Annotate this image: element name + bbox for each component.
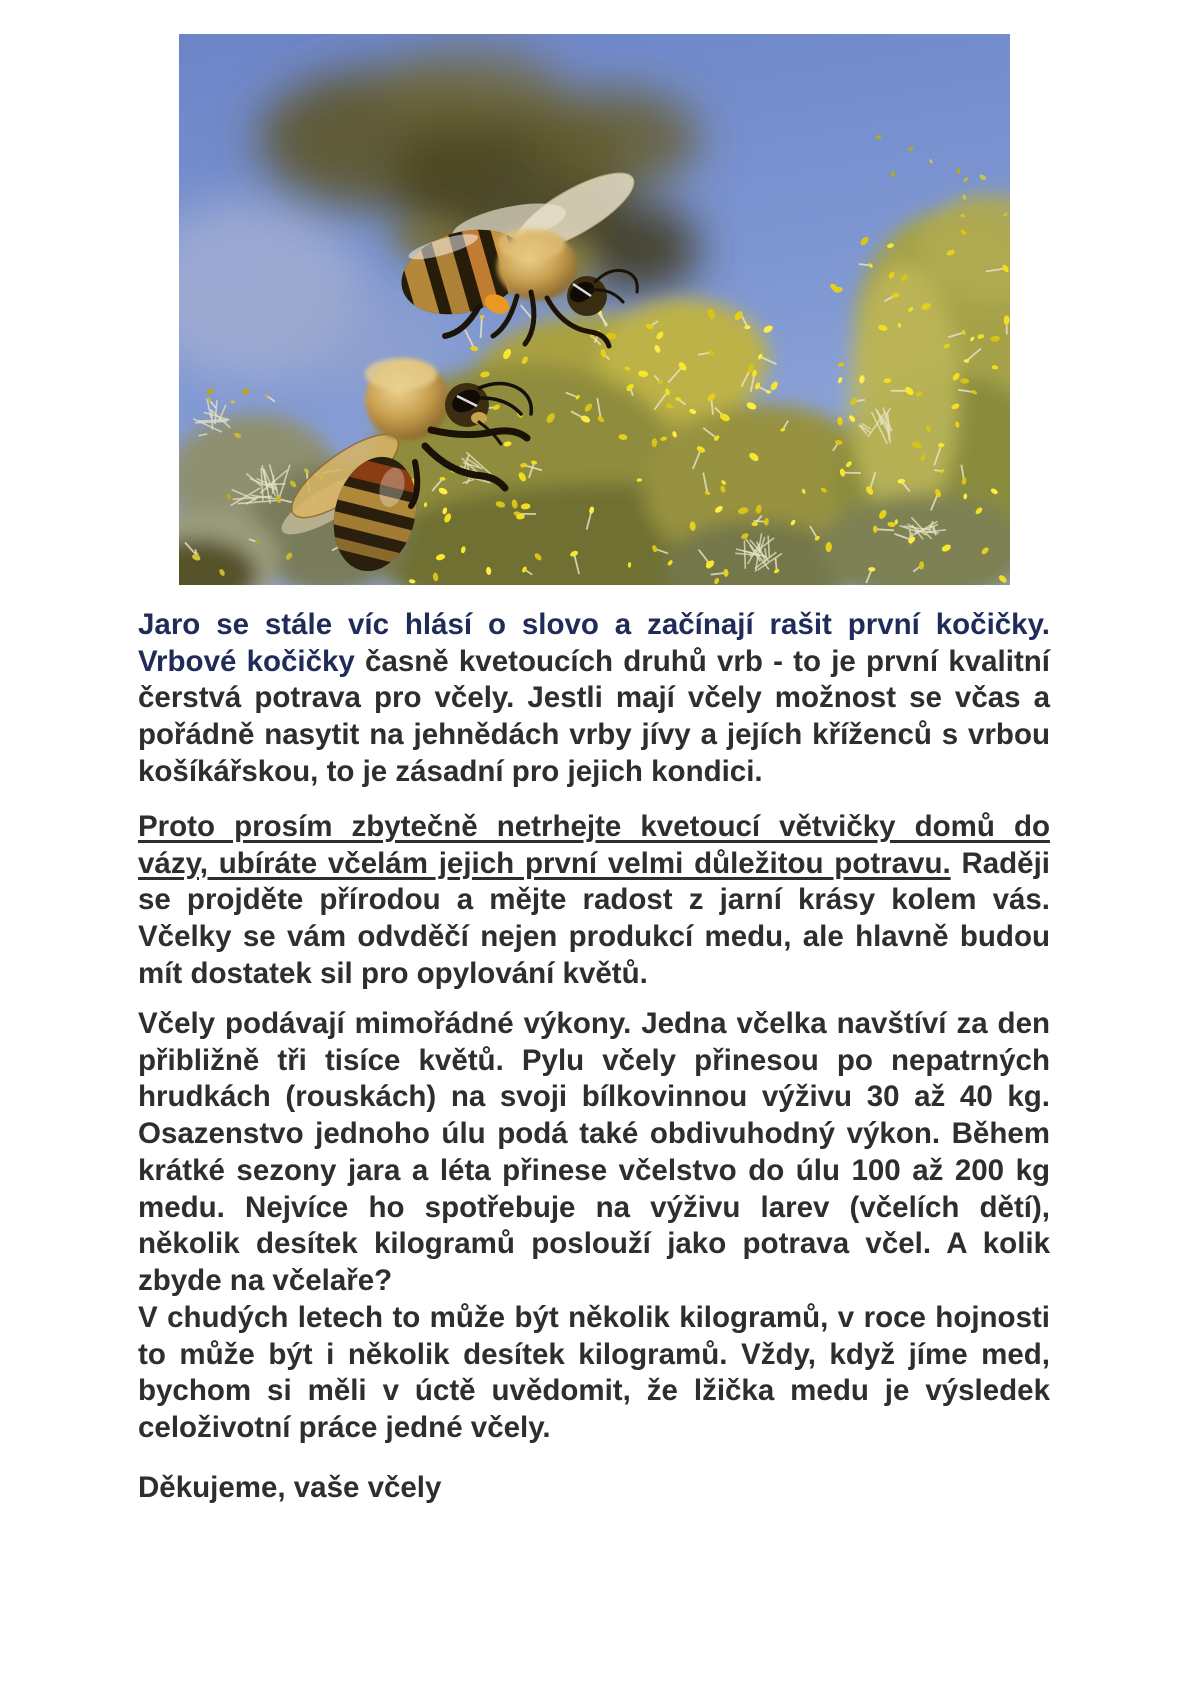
text-line (138, 1116, 1050, 1153)
text-line (138, 1337, 1050, 1374)
text-line (138, 1226, 1050, 1263)
text-segment: to může být i několik desítek kilogramů. Vždy, když jíme med, (138, 1337, 1050, 1371)
text-segment: krátké sezony jara a léta přinese včelstvo do úlu 100 až 200 kg (138, 1153, 1050, 1187)
text-line (138, 1006, 1050, 1043)
text-line (138, 754, 1050, 791)
text-line (138, 882, 1050, 919)
text-line (138, 1190, 1050, 1227)
paragraph-performance (138, 1006, 1050, 1300)
text-line (138, 1079, 1050, 1116)
text-line (138, 680, 1050, 717)
text-segment: Vrbové kočičky (138, 644, 366, 678)
text-segment: se projděte přírodou a mějte radost z jarní krásy kolem vás. (138, 883, 1050, 917)
text-line (138, 644, 1050, 681)
text-segment: medu. Nejvíce ho spotřebuje na výživu larev (včelích dětí), (138, 1190, 1050, 1224)
paragraph-harvest (138, 1300, 1050, 1447)
text-segment: košíkářskou, to je zásadní pro jejich kondici. (138, 754, 763, 788)
text-segment: Osazenstvo jednoho úlu podá také obdivuhodný výkon. Během (138, 1117, 1050, 1151)
text-segment: zbyde na včelaře? (138, 1263, 393, 1297)
text-segment: Včelky se vám odvděčí nejen produkcí medu, ale hlavně budou (138, 920, 1050, 954)
text-line (138, 846, 1050, 883)
text-segment: přibližně tři tisíce květů. Pylu včely přinesou po nepatrných (138, 1043, 1050, 1077)
text-segment: časně kvetoucích druhů vrb - to je první kvalitní (365, 644, 1050, 678)
text-line (138, 1373, 1050, 1410)
paragraph-signature (138, 1470, 1050, 1507)
paragraph-appeal (138, 809, 1050, 993)
text-segment: V chudých letech to může být několik kilogramů, v roce hojnosti (138, 1301, 1050, 1334)
text-line (138, 607, 1050, 644)
text-segment: mít dostatek sil pro opylování květů. (138, 956, 648, 990)
text-segment: vázy, ubíráte včelám jejich první velmi důležitou potravu. (138, 846, 951, 880)
text-segment: Včely podávají mimořádné výkony. Jedna včelka navštíví za den (138, 1007, 1050, 1040)
text-column (138, 0, 1050, 1683)
text-line (138, 1470, 1050, 1507)
text-line (138, 1043, 1050, 1080)
text-line (138, 919, 1050, 956)
text-segment: několik desítek kilogramů poslouží jako potrava včel. A kolik (138, 1227, 1050, 1261)
text-line (138, 717, 1050, 754)
text-line (138, 1263, 1050, 1300)
text-line (138, 956, 1050, 993)
text-segment: pořádně nasytit na jehnědách vrby jívy a jejích kříženců s vrbou (138, 718, 1050, 752)
text-line (138, 809, 1050, 846)
text-segment: bychom si měli v úctě uvědomit, že lžička medu je výsledek (138, 1374, 1050, 1408)
paragraph-intro (138, 607, 1050, 791)
text-segment: Děkujeme, vaše včely (138, 1471, 442, 1504)
text-segment: Proto prosím zbytečně netrhejte kvetoucí větvičky domů do (138, 810, 1050, 843)
text-line (138, 1153, 1050, 1190)
text-segment: Jaro se stále víc hlásí o slovo a začínají rašit první kočičky. (138, 608, 1050, 641)
text-segment: hrudkách (rouskách) na svoji bílkovinnou výživu 30 až 40 kg. (138, 1080, 1050, 1114)
text-line (138, 1300, 1050, 1337)
text-line (138, 1410, 1050, 1447)
text-segment: čerstvá potrava pro včely. Jestli mají včely možnost se včas a (138, 681, 1050, 715)
text-segment: Raději (950, 846, 1050, 880)
text-segment: celoživotní práce jedné včely. (138, 1411, 551, 1445)
